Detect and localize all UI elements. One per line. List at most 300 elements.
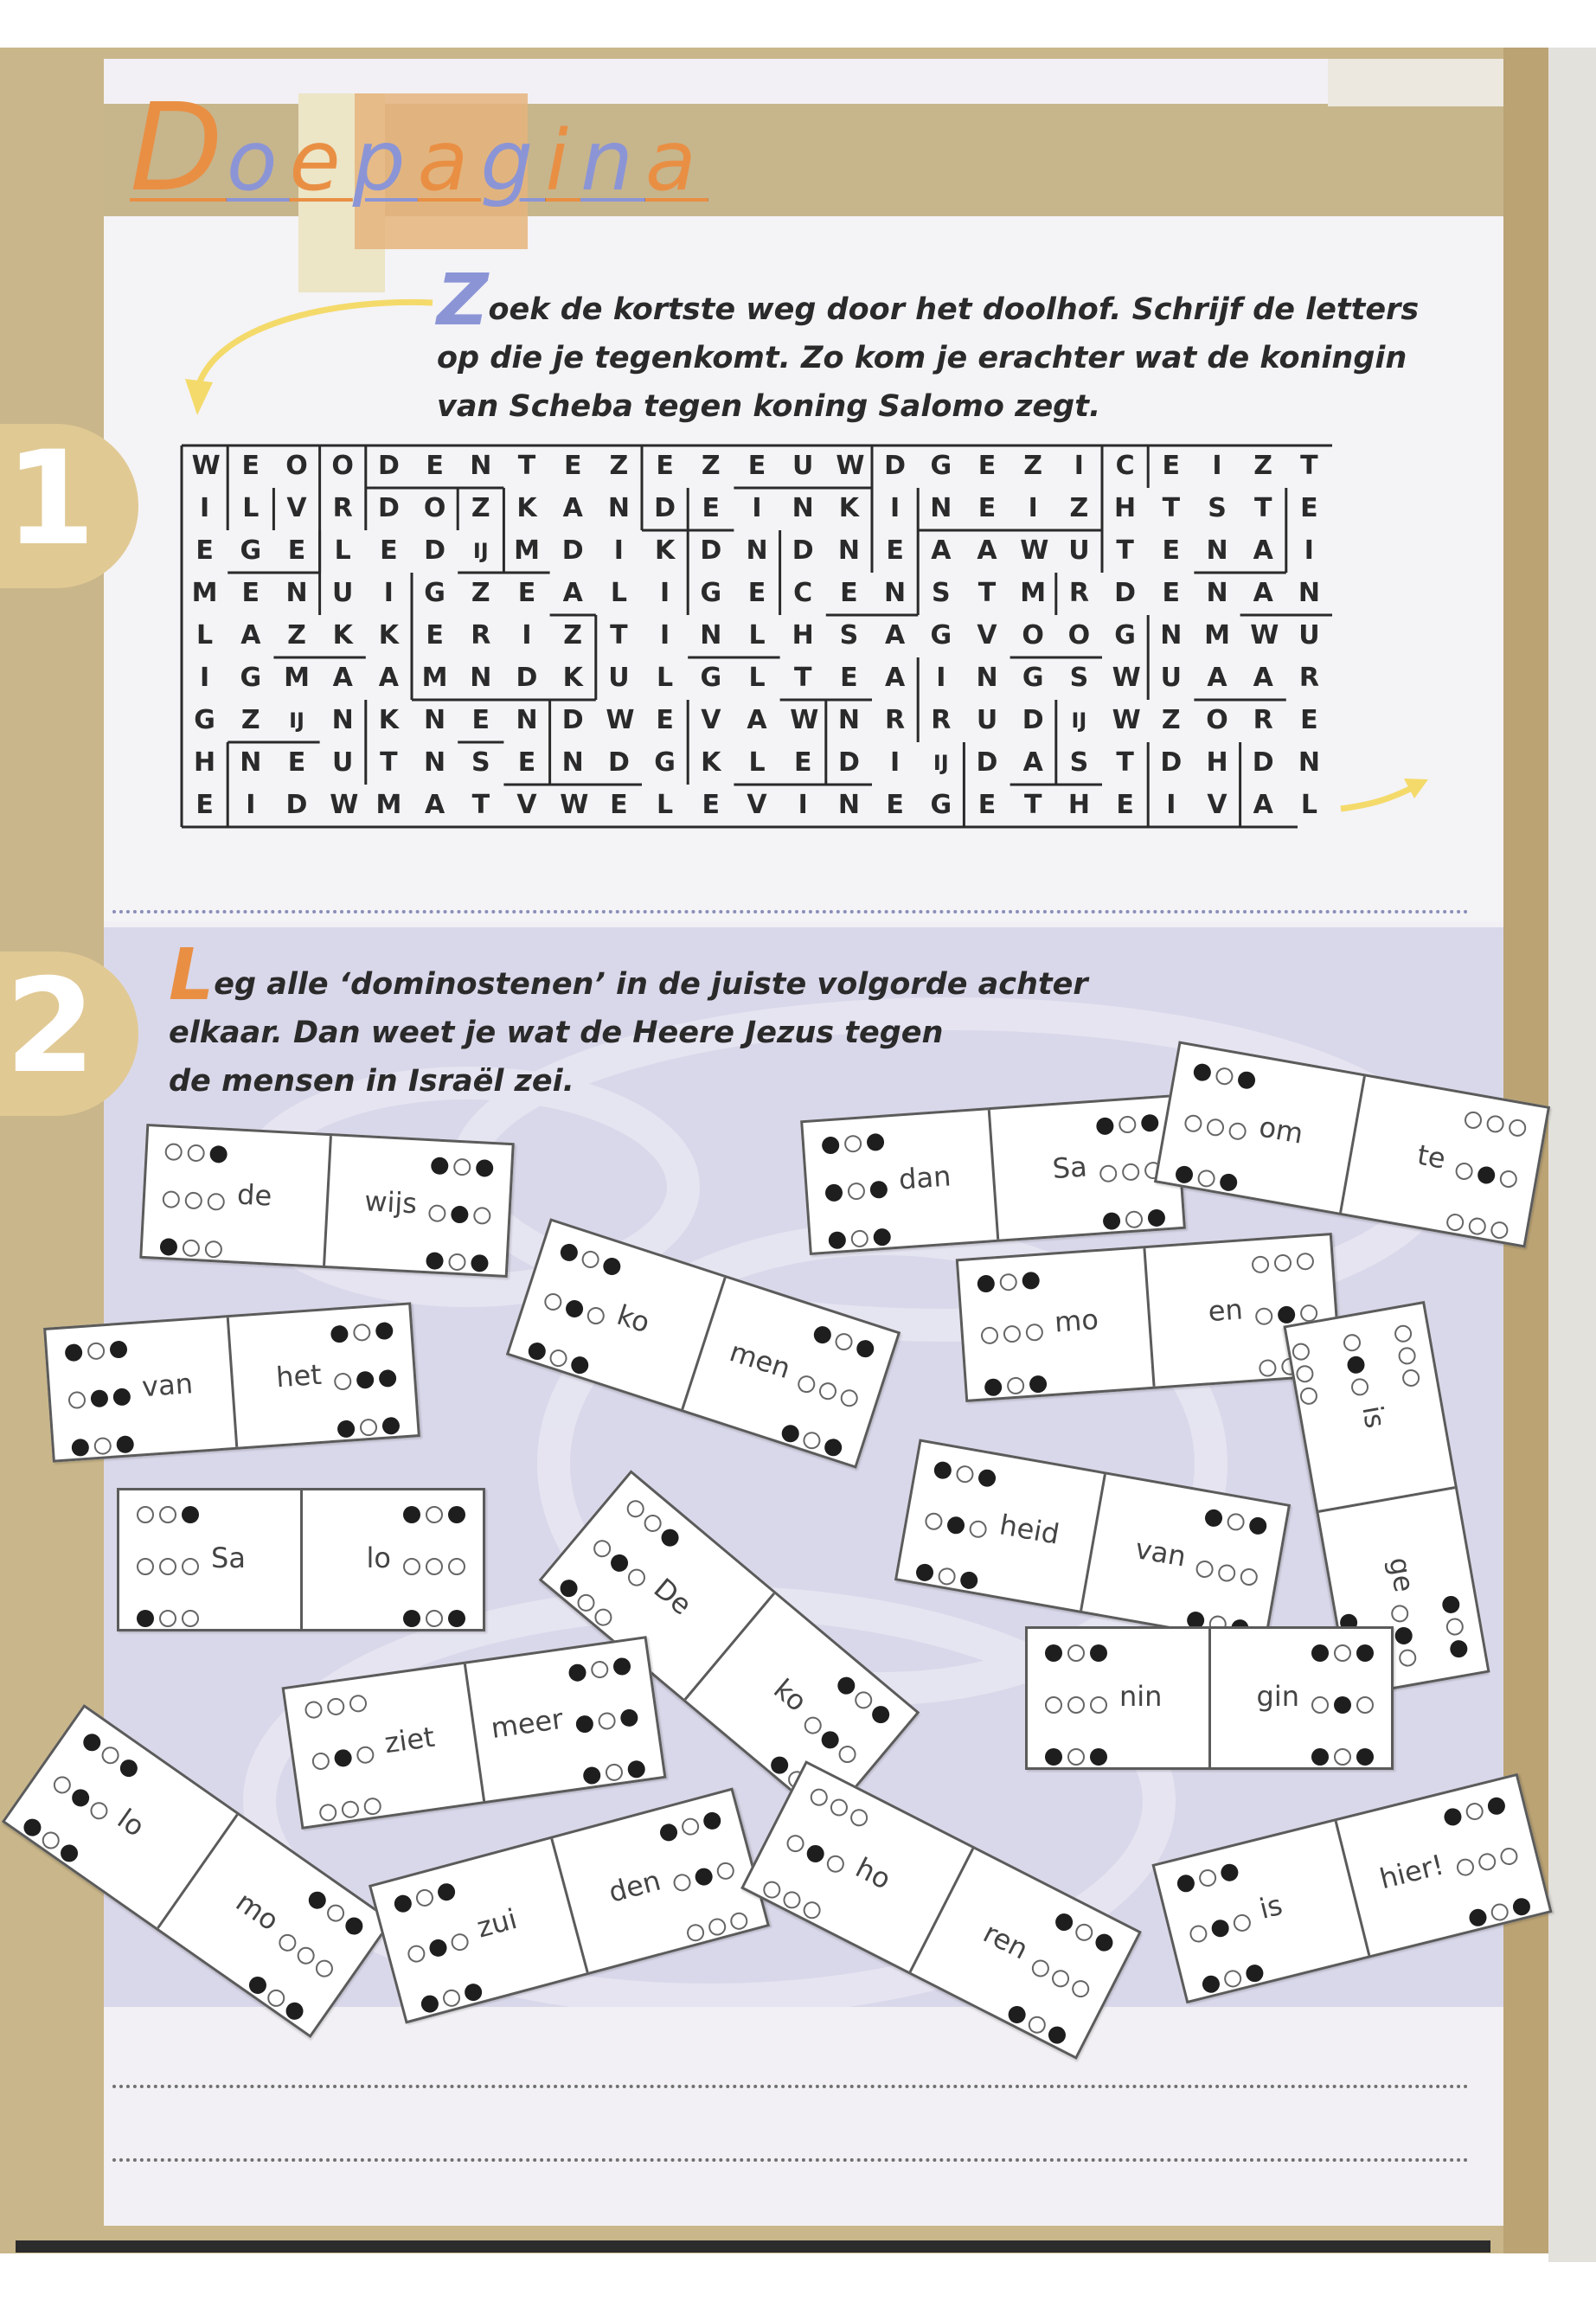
maze-letter: D <box>377 451 400 481</box>
domino-word: wijs <box>363 1184 418 1221</box>
maze-letter: R <box>1253 705 1273 735</box>
maze-letter: I <box>890 747 901 778</box>
maze-letter: E <box>977 451 997 481</box>
domino-pip-empty <box>1121 1163 1139 1181</box>
maze-letter: L <box>1300 790 1317 820</box>
title-letter: i <box>545 112 580 209</box>
domino-pip-filled <box>702 1811 722 1831</box>
maze-letter: I <box>200 493 210 523</box>
maze-letter: IJ <box>289 708 304 733</box>
domino-pip-empty <box>326 1697 346 1717</box>
domino-pip-filled <box>330 1325 349 1343</box>
maze-letter: U <box>976 705 998 735</box>
section-1-instructions <box>437 260 1475 431</box>
maze-letter: E <box>747 578 766 608</box>
title-rest <box>227 112 708 209</box>
maze-letter: R <box>885 705 906 735</box>
domino-pip-filled <box>1201 1974 1221 1995</box>
domino-pip-empty <box>843 1135 862 1153</box>
domino-left-half <box>897 1442 1105 1611</box>
maze-letter: T <box>517 451 536 481</box>
domino-pip-empty <box>1463 1110 1483 1130</box>
section-2-line-2: elkaar. Dan weet je wat de Heere Jezus tegen <box>169 1016 944 1050</box>
maze-letter: G <box>930 451 952 481</box>
maze-letter: T <box>610 620 628 651</box>
domino-word: zui <box>473 1902 521 1945</box>
title-letter: g <box>480 112 546 209</box>
maze-letter: N <box>1298 747 1320 778</box>
domino-pip-filled <box>436 1881 457 1902</box>
section-1-number: 1 <box>5 424 96 574</box>
domino-pip-filled <box>821 1136 839 1154</box>
domino-word: meer <box>489 1702 566 1746</box>
domino-pip-empty <box>353 1324 371 1342</box>
maze-letter: O <box>1067 620 1091 651</box>
maze-letter: M <box>1020 578 1047 608</box>
domino-tile[interactable] <box>956 1233 1343 1402</box>
domino-left-half <box>46 1317 236 1459</box>
domino-pip-empty <box>1067 1644 1085 1662</box>
maze-letter: E <box>471 705 490 735</box>
domino-word: lo <box>111 1802 151 1843</box>
domino-pip-filled <box>1219 1862 1240 1883</box>
maze-letter: N <box>930 493 952 523</box>
domino-pip-filled <box>448 1506 465 1523</box>
domino-tile[interactable] <box>1025 1626 1394 1770</box>
maze-letter: W <box>1112 663 1141 693</box>
domino-pip-filled <box>658 1822 679 1843</box>
maze-letter: E <box>287 747 306 778</box>
maze-letter: Z <box>471 578 490 608</box>
maze-letter: A <box>424 790 445 820</box>
domino-pip-filled <box>977 1274 995 1292</box>
domino-pip-filled <box>381 1417 400 1435</box>
domino-pip-filled <box>333 1748 353 1768</box>
maze-letter: N <box>1206 535 1228 566</box>
curved-arrow-in-icon <box>173 285 450 424</box>
book-spine <box>1548 48 1596 2262</box>
domino-pip-empty <box>1239 1567 1259 1586</box>
maze-letter: N <box>837 535 860 566</box>
maze-letter: L <box>196 620 214 651</box>
maze-letter: R <box>1068 578 1089 608</box>
maze-letter: H <box>1114 493 1137 523</box>
domino-pip-filled <box>612 1657 632 1676</box>
domino-pip-empty <box>87 1798 112 1823</box>
domino-pip-empty <box>1025 1324 1043 1342</box>
maze-letter: L <box>610 578 627 608</box>
domino-pip-filled <box>378 1369 396 1388</box>
domino-pip-empty <box>1342 1333 1362 1353</box>
domino-pip-empty <box>685 1922 706 1943</box>
maze-letter: W <box>790 705 819 735</box>
maze-letter: E <box>656 705 674 735</box>
maze-letter: I <box>752 493 762 523</box>
maze-letter: I <box>660 620 670 651</box>
domino-word: het <box>274 1357 323 1394</box>
domino-pip-filled <box>1394 1625 1413 1645</box>
domino-pip-empty <box>1390 1604 1410 1624</box>
domino-pip-empty <box>1195 1559 1215 1579</box>
domino-pip-filled <box>1174 1164 1194 1184</box>
maze-letter: G <box>654 747 676 778</box>
maze-letter: IJ <box>472 539 489 563</box>
domino-pip-empty <box>817 1381 838 1402</box>
maze-letter: E <box>287 535 306 566</box>
maze-letter: E <box>380 535 398 566</box>
domino-pip-filled <box>1053 1911 1076 1934</box>
domino-word: en <box>1207 1292 1244 1329</box>
domino-pip-empty <box>680 1816 701 1836</box>
maze-letter: W <box>606 705 635 735</box>
maze-letter: L <box>334 535 351 566</box>
domino-pip-empty <box>182 1239 200 1257</box>
maze-letter: V <box>977 620 997 651</box>
domino-word: is <box>1256 1888 1286 1926</box>
maze-letter: A <box>747 705 767 735</box>
domino-pip-empty <box>641 1511 665 1535</box>
domino-pip-filled <box>1346 1355 1366 1375</box>
maze-letter: D <box>837 747 860 778</box>
maze-letter: A <box>1253 790 1273 820</box>
maze-letter: E <box>241 578 260 608</box>
maze-letter: N <box>1160 620 1183 651</box>
maze-letter: E <box>977 493 997 523</box>
domino-pip-empty <box>318 1803 338 1823</box>
domino-right-half <box>301 1490 483 1629</box>
domino-pip-empty <box>137 1558 154 1575</box>
maze-letter: A <box>1253 578 1273 608</box>
domino-pip-filled <box>1022 1272 1040 1290</box>
domino-right-half <box>324 1136 512 1275</box>
title-first-letter: D <box>130 78 227 219</box>
domino-pip-empty <box>1197 1868 1218 1888</box>
domino-pip-empty <box>851 1688 875 1712</box>
maze-letter: K <box>701 747 721 778</box>
maze-letter: U <box>1068 535 1090 566</box>
domino-pip-filled <box>109 1340 127 1358</box>
domino-pip-filled <box>112 1388 131 1406</box>
maze-letter: A <box>1253 663 1273 693</box>
maze-letter: V <box>1207 790 1227 820</box>
domino-word: Sa <box>211 1541 246 1574</box>
maze-letter: I <box>383 578 394 608</box>
domino-pip-empty <box>591 1606 615 1630</box>
maze-letter: M <box>284 663 310 693</box>
domino-pip-empty <box>1398 1648 1418 1668</box>
domino-pip-filled <box>977 1468 997 1488</box>
domino-pip-filled <box>1210 1918 1231 1939</box>
maze-letter: I <box>1304 535 1314 566</box>
domino-pip-empty <box>341 1799 361 1819</box>
domino-pip-filled <box>1236 1070 1256 1090</box>
maze-letter: N <box>424 705 446 735</box>
maze-letter: E <box>840 578 858 608</box>
domino-pip-empty <box>850 1229 869 1247</box>
maze-letter: V <box>286 493 307 523</box>
domino-pip-filled <box>182 1506 199 1523</box>
maze-letter: D <box>654 493 676 523</box>
maze-letter: M <box>514 535 540 566</box>
domino-pip-filled <box>116 1435 134 1453</box>
domino-pip-filled <box>1147 1208 1165 1227</box>
answer-line-2 <box>112 2158 1469 2162</box>
domino-pip-empty <box>801 1430 823 1452</box>
domino-word: ko <box>612 1298 654 1340</box>
domino-word: nin <box>1119 1680 1163 1713</box>
maze-letter: V <box>747 790 767 820</box>
maze-letter: G <box>930 790 952 820</box>
domino-pip-filled <box>1141 1114 1159 1132</box>
maze-letter: W <box>1020 535 1049 566</box>
section-divider <box>112 910 1469 913</box>
domino-pip-empty <box>924 1511 944 1531</box>
maze-letter: K <box>378 705 400 735</box>
domino-pip-empty <box>1196 1169 1216 1189</box>
maze-letter: IJ <box>933 751 949 775</box>
maze-letter: G <box>700 578 722 608</box>
domino-pip-empty <box>1467 1216 1487 1236</box>
maze-letter: E <box>886 790 904 820</box>
header-corner-block <box>1328 59 1503 106</box>
domino-pip-empty <box>1205 1118 1225 1138</box>
domino-tile[interactable] <box>139 1124 515 1278</box>
maze-letter: D <box>561 535 584 566</box>
domino-pip-empty <box>1183 1113 1203 1133</box>
maze-letter: T <box>793 663 812 693</box>
maze-letter: H <box>792 620 814 651</box>
title-letter: a <box>417 112 481 209</box>
domino-pip-empty <box>426 1558 443 1575</box>
domino-pip-filled <box>283 1999 307 2023</box>
domino-tile[interactable] <box>117 1488 485 1631</box>
maze-letter: I <box>246 790 256 820</box>
maze-letter: A <box>977 535 997 566</box>
maze-letter: I <box>522 620 532 651</box>
domino-pip-empty <box>1259 1359 1277 1377</box>
domino-word: ziet <box>382 1720 437 1760</box>
maze-letter: N <box>976 663 998 693</box>
maze-letter: W <box>191 451 221 481</box>
domino-word: om <box>1256 1110 1306 1150</box>
domino-right-half <box>1209 1629 1391 1767</box>
domino-word: is <box>1356 1403 1393 1431</box>
maze-letter: E <box>517 578 536 608</box>
domino-pip-filled <box>1449 1639 1469 1659</box>
domino-pip-empty <box>448 1253 466 1271</box>
domino-word: ho <box>850 1850 896 1896</box>
domino-pip-empty <box>473 1207 491 1225</box>
maze-letter: E <box>563 451 582 481</box>
domino-pip-empty <box>955 1465 975 1484</box>
domino-pip-filled <box>64 1343 82 1362</box>
domino-pip-empty <box>449 1932 470 1952</box>
domino-pip-empty <box>624 1497 648 1521</box>
maze-letter: Z <box>240 705 260 735</box>
domino-pip-empty <box>1477 1851 1497 1872</box>
domino-pip-empty <box>448 1558 465 1575</box>
domino-pip-filled <box>1356 1644 1374 1662</box>
domino-pip-filled <box>569 1355 591 1376</box>
domino-word: lo <box>366 1541 391 1574</box>
domino-pip-empty <box>1273 1253 1292 1272</box>
maze-letter: W <box>1250 620 1279 651</box>
domino-pip-empty <box>1188 1923 1208 1944</box>
maze-letter: N <box>700 620 722 651</box>
domino-pip-empty <box>1445 1212 1465 1232</box>
maze-letter: T <box>977 578 997 608</box>
domino-word: heid <box>997 1508 1062 1551</box>
title-letter: e <box>289 112 353 209</box>
maze-letter: E <box>747 451 766 481</box>
maze-letter: N <box>837 705 860 735</box>
maze-letter: E <box>241 451 260 481</box>
domino-pip-empty <box>67 1391 86 1409</box>
section-1-line-2: op die je tegenkomt. Zo kom je erachter wat de koningin <box>437 341 1407 375</box>
domino-pip-empty <box>453 1158 471 1176</box>
maze-letter: D <box>1114 578 1137 608</box>
domino-pip-filled <box>80 1730 104 1754</box>
maze-letter: I <box>200 663 210 693</box>
domino-pip-empty <box>304 1700 324 1720</box>
domino-pip-empty <box>597 1711 617 1731</box>
domino-pip-filled <box>393 1893 413 1913</box>
domino-pip-filled <box>869 1702 893 1727</box>
maze-letter: D <box>1022 705 1044 735</box>
domino-pip-empty <box>99 1743 123 1767</box>
maze-letter: D <box>377 493 400 523</box>
domino-pip-empty <box>999 1273 1017 1292</box>
domino-pip-filled <box>558 1241 580 1263</box>
maze-letter: U <box>332 747 354 778</box>
domino-tile[interactable] <box>800 1094 1186 1255</box>
domino-pip-empty <box>1090 1696 1107 1714</box>
domino-right-half <box>989 1097 1183 1240</box>
domino-pip-filled <box>337 1420 355 1438</box>
domino-pip-filled <box>945 1516 965 1535</box>
maze-letter: G <box>1022 663 1044 693</box>
domino-pip-empty <box>403 1558 420 1575</box>
domino-pip-empty <box>827 1796 850 1819</box>
domino-pip-filled <box>657 1526 682 1550</box>
maze-letter: L <box>242 493 260 523</box>
domino-pip-empty <box>406 1943 426 1964</box>
domino-pip-empty <box>182 1558 199 1575</box>
domino-pip-filled <box>1045 1748 1062 1766</box>
domino-right-half <box>1080 1474 1288 1643</box>
domino-divider <box>300 1490 303 1629</box>
domino-left-half <box>1157 1044 1364 1213</box>
maze-letter: E <box>702 790 721 820</box>
maze-letter: W <box>1112 705 1141 735</box>
maze-letter: A <box>562 578 583 608</box>
domino-pip-empty <box>784 1832 807 1856</box>
maze-letter: Z <box>1023 451 1043 481</box>
maze-letter: S <box>471 747 490 778</box>
maze-letter: T <box>1116 535 1134 566</box>
domino-word: den <box>605 1863 664 1909</box>
maze-letter: Z <box>701 451 721 481</box>
domino-pip-empty <box>1298 1386 1318 1406</box>
maze-letter: D <box>1252 747 1274 778</box>
domino-pip-empty <box>1025 2013 1048 2036</box>
domino-pip-empty <box>207 1193 225 1211</box>
domino-pip-filled <box>834 1674 858 1698</box>
domino-word: Sa <box>1051 1150 1088 1186</box>
domino-pip-empty <box>184 1191 202 1209</box>
domino-left-half <box>142 1126 330 1266</box>
domino-pip-empty <box>1255 1307 1273 1325</box>
domino-tile[interactable] <box>43 1302 420 1462</box>
domino-left-half <box>1286 1304 1455 1511</box>
maze-letter: T <box>471 790 490 820</box>
maze-letter: E <box>1300 705 1318 735</box>
domino-pip-empty <box>968 1519 988 1539</box>
maze-letter: I <box>1028 493 1038 523</box>
maze-letter: U <box>332 578 354 608</box>
domino-pip-filled <box>1442 1806 1463 1827</box>
domino-pip-empty <box>204 1240 222 1259</box>
domino-pip-filled <box>693 1866 714 1887</box>
maze-letter: U <box>608 663 630 693</box>
maze-letter: D <box>792 535 814 566</box>
maze-letter: E <box>702 493 721 523</box>
maze-letter: E <box>1162 535 1181 566</box>
domino-word: gin <box>1256 1680 1299 1713</box>
maze-letter: S <box>1069 747 1089 778</box>
maze-letter: E <box>610 790 628 820</box>
domino-pip-empty <box>294 1944 318 1968</box>
domino-pip-empty <box>1003 1324 1021 1343</box>
domino-pip-empty <box>1069 1977 1093 2001</box>
domino-pip-empty <box>264 1986 288 2010</box>
domino-pip-empty <box>1118 1115 1137 1133</box>
section-2-instructions <box>169 934 1163 1106</box>
domino-pip-empty <box>1251 1255 1269 1273</box>
domino-pip-filled <box>117 1756 141 1780</box>
maze-letter: W <box>836 451 865 481</box>
domino-pip-empty <box>275 1931 299 1955</box>
maze-letter: C <box>1115 451 1135 481</box>
domino-pip-filled <box>526 1340 548 1362</box>
section-1-line-3: van Scheba tegen koning Salomo zegt. <box>437 389 1101 424</box>
domino-pip-empty <box>574 1591 598 1615</box>
maze-letter: G <box>700 663 722 693</box>
maze-letter: O <box>423 493 446 523</box>
domino-pip-empty <box>159 1558 176 1575</box>
maze-letter: E <box>977 790 997 820</box>
domino-pip-empty <box>1029 1957 1052 1980</box>
domino-word: ge <box>1382 1554 1421 1595</box>
maze-letter: A <box>1253 535 1273 566</box>
domino-pip-filled <box>1511 1896 1532 1917</box>
domino-pip-empty <box>1215 1067 1234 1086</box>
domino-pip-empty <box>426 1506 443 1523</box>
domino-pip-filled <box>137 1610 154 1627</box>
domino-pip-filled <box>1090 1644 1107 1662</box>
domino-word: ren <box>977 1915 1034 1966</box>
domino-pip-empty <box>1291 1342 1311 1362</box>
domino-pip-filled <box>828 1231 846 1249</box>
maze-letter: D <box>884 451 907 481</box>
domino-pip-filled <box>1219 1172 1239 1192</box>
maze-letter: A <box>884 620 906 651</box>
maze-letter: G <box>240 663 262 693</box>
domino-pip-filled <box>1334 1696 1351 1714</box>
domino-pip-filled <box>626 1759 646 1779</box>
maze-letter: E <box>840 663 858 693</box>
arrow-out-icon <box>1336 774 1432 817</box>
